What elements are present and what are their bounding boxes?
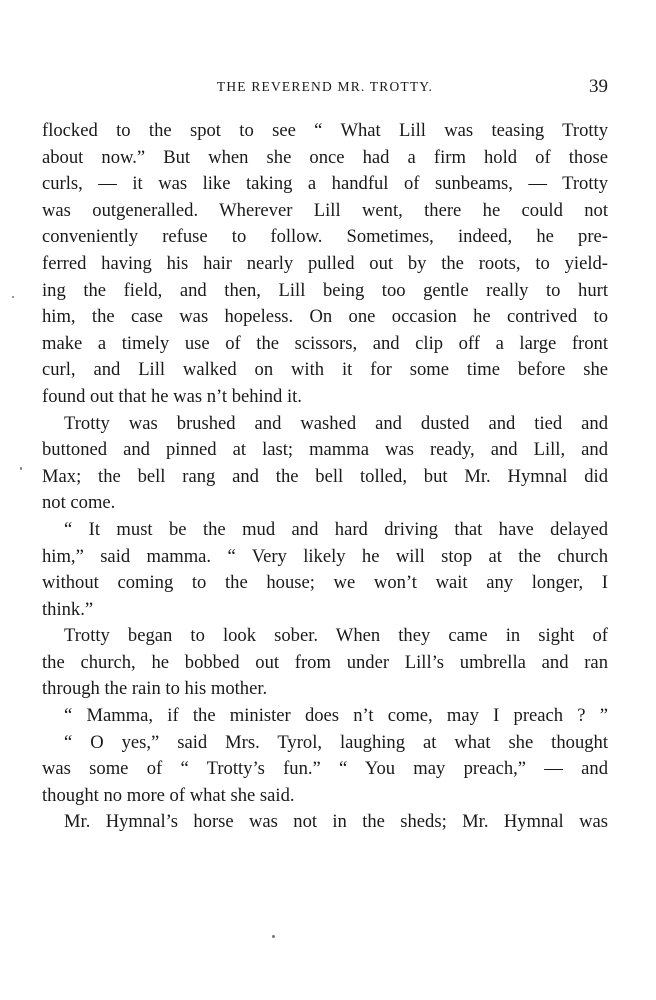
page-number: 39 (589, 76, 608, 97)
text-line: thought no more of what she said. (42, 784, 295, 806)
text-line: without coming to the house; we won’t wait any longer, I (42, 572, 608, 594)
text-line: ing the field, and then, Lill being too gentle really to hurt (42, 279, 608, 301)
text-line: him,” said mamma. “ Very likely he will stop at the church (42, 545, 608, 567)
text-line: curls, — it was like taking a handful of sunbeams, — Trotty (42, 173, 608, 195)
text-line: conveniently refuse to follow. Sometimes, indeed, he pre- (42, 226, 608, 248)
text-line: the church, he bobbed out from under Lill’s umbrella and ran (42, 651, 608, 673)
text-line: Trotty was brushed and washed and dusted and tied and (64, 412, 608, 434)
text-line: curl, and Lill walked on with it for some time before she (42, 359, 608, 381)
text-line: ferred having his hair nearly pulled out by the roots, to yield- (42, 252, 608, 274)
text-line: “ Mamma, if the minister does n’t come, may I preach ? ” (64, 705, 608, 727)
body-text (42, 118, 608, 836)
text-line: through the rain to his mother. (42, 678, 268, 700)
text-line: Trotty began to look sober. When they came in sight of (64, 625, 608, 647)
text-line: him, the case was hopeless. On one occasion he contrived to (42, 306, 608, 328)
ink-speck (20, 467, 22, 470)
running-head (42, 76, 608, 100)
ink-speck (12, 296, 14, 298)
ink-speck (272, 935, 275, 938)
text-line: not come. (42, 492, 116, 514)
text-line: was some of “ Trotty’s fun.” “ You may preach,” — and (42, 758, 608, 780)
text-line: make a timely use of the scissors, and clip off a large front (42, 332, 608, 354)
text-line: Max; the bell rang and the bell tolled, but Mr. Hymnal did (42, 465, 608, 487)
text-line: found out that he was n’t behind it. (42, 385, 302, 407)
text-line: flocked to the spot to see “ What Lill was teasing Trotty (42, 120, 608, 141)
text-line: “ O yes,” said Mrs. Tyrol, laughing at what she thought (64, 731, 608, 753)
running-title: THE REVEREND MR. TROTTY. (216, 79, 434, 94)
text-line: about now.” But when she once had a firm hold of those (42, 146, 608, 168)
text-line: think.” (42, 598, 94, 620)
text-line: buttoned and pinned at last; mamma was ready, and Lill, and (42, 439, 608, 461)
text-line: Mr. Hymnal’s horse was not in the sheds; Mr. Hymnal was (64, 811, 608, 833)
text-line: “ It must be the mud and hard driving that have delayed (64, 518, 608, 540)
text-line: was outgeneralled. Wherever Lill went, there he could not (42, 199, 608, 221)
